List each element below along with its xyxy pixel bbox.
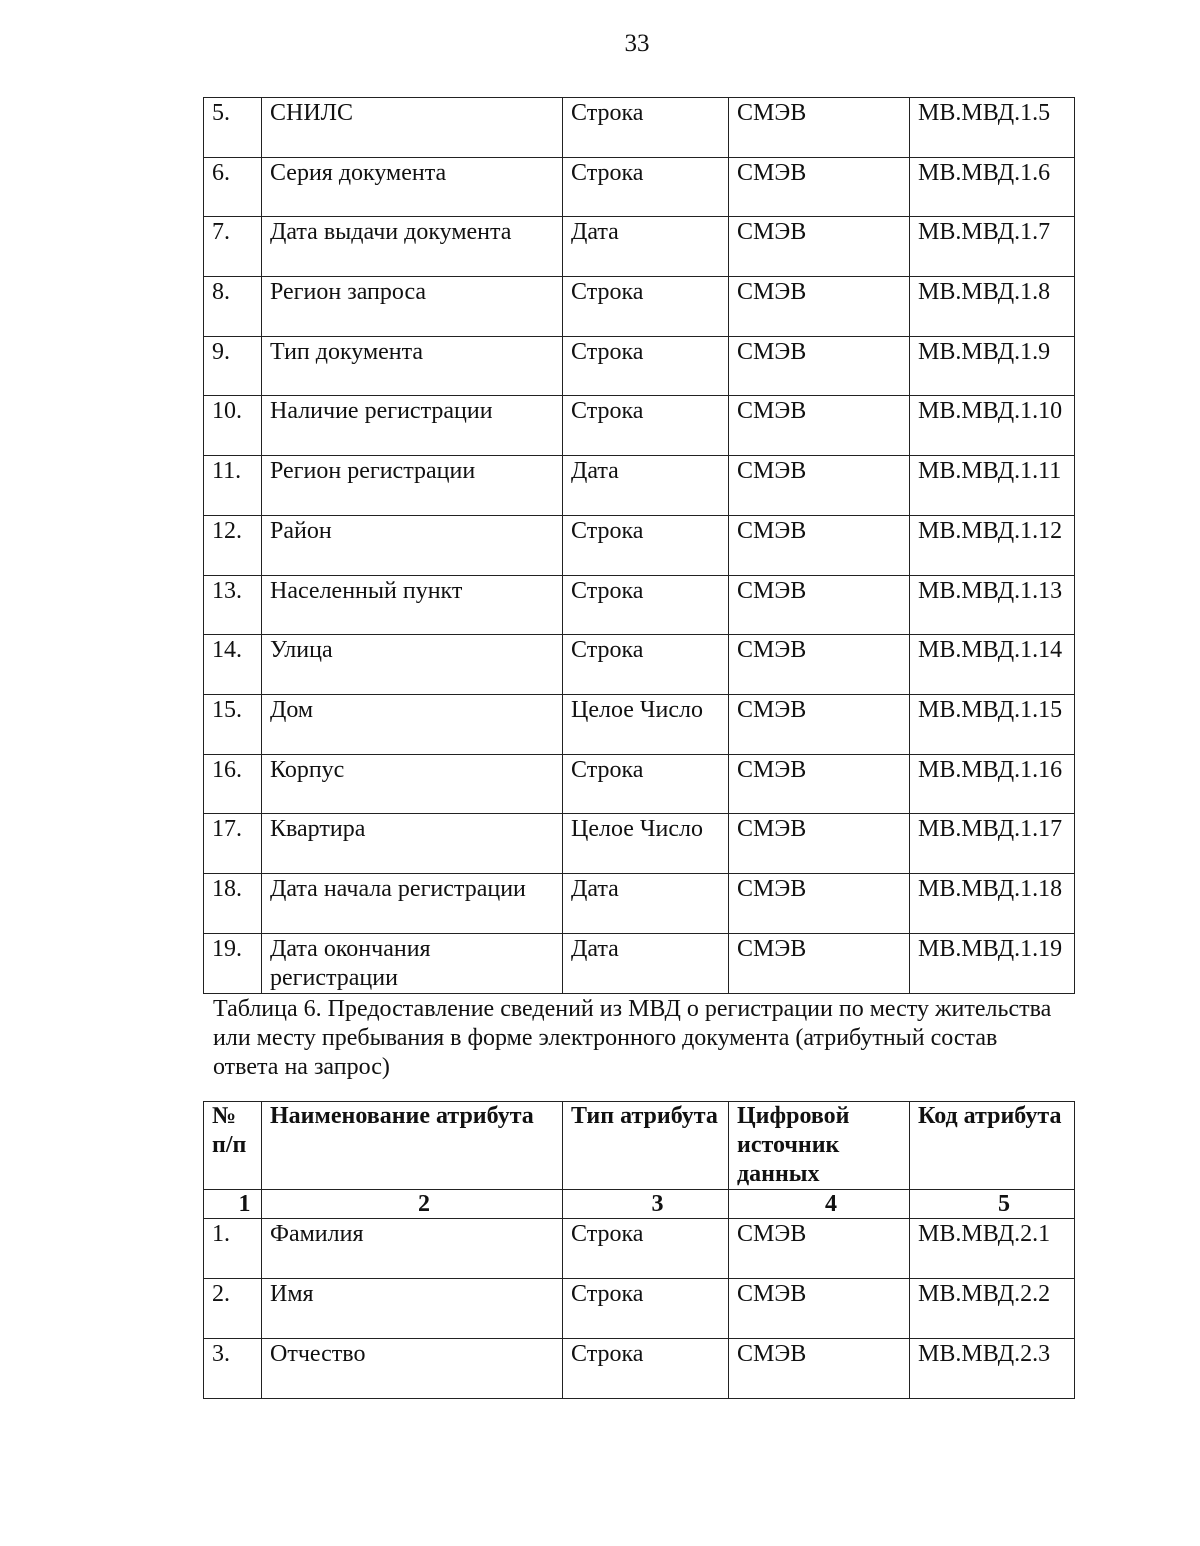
cell-source: СМЭВ bbox=[729, 217, 910, 277]
cell-source: СМЭВ bbox=[729, 336, 910, 396]
table-row bbox=[204, 157, 1075, 217]
cell-source: СМЭВ bbox=[729, 933, 910, 993]
header-type: Тип атрибута bbox=[563, 1102, 729, 1190]
cell-source: СМЭВ bbox=[729, 1339, 910, 1399]
cell-code: МВ.МВД.1.8 bbox=[910, 277, 1075, 337]
cell-type: Строка bbox=[563, 157, 729, 217]
cell-code: МВ.МВД.1.17 bbox=[910, 814, 1075, 874]
cell-source: СМЭВ bbox=[729, 754, 910, 814]
cell-type: Строка bbox=[563, 575, 729, 635]
cell-source: СМЭВ bbox=[729, 814, 910, 874]
table-row bbox=[204, 1279, 1075, 1339]
table-row bbox=[204, 1339, 1075, 1399]
cell-source: СМЭВ bbox=[729, 873, 910, 933]
cell-type: Строка bbox=[563, 98, 729, 158]
cell-source: СМЭВ bbox=[729, 694, 910, 754]
cell-type: Дата bbox=[563, 873, 729, 933]
cell-num: 9. bbox=[204, 336, 262, 396]
column-index: 3 bbox=[563, 1190, 729, 1219]
header-num: № п/п bbox=[204, 1102, 262, 1190]
cell-name: Квартира bbox=[262, 814, 563, 874]
cell-code: МВ.МВД.2.3 bbox=[910, 1339, 1075, 1399]
table-row bbox=[204, 456, 1075, 516]
cell-source: СМЭВ bbox=[729, 515, 910, 575]
column-index: 2 bbox=[262, 1190, 563, 1219]
cell-type: Строка bbox=[563, 515, 729, 575]
cell-source: СМЭВ bbox=[729, 1219, 910, 1279]
table-row bbox=[204, 754, 1075, 814]
table-row bbox=[204, 396, 1075, 456]
attributes-table-6 bbox=[203, 1101, 1075, 1399]
cell-code: МВ.МВД.2.1 bbox=[910, 1219, 1075, 1279]
cell-code: МВ.МВД.1.9 bbox=[910, 336, 1075, 396]
cell-name: Дата окончания регистрации bbox=[262, 933, 563, 993]
table-body bbox=[204, 98, 1075, 994]
cell-type: Целое Число bbox=[563, 814, 729, 874]
cell-name: СНИЛС bbox=[262, 98, 563, 158]
cell-name: Населенный пункт bbox=[262, 575, 563, 635]
attributes-table-continued bbox=[203, 97, 1075, 994]
cell-name: Серия документа bbox=[262, 157, 563, 217]
cell-num: 12. bbox=[204, 515, 262, 575]
cell-code: МВ.МВД.1.11 bbox=[910, 456, 1075, 516]
page-number: 33 bbox=[624, 30, 650, 57]
cell-num: 3. bbox=[204, 1339, 262, 1399]
cell-code: МВ.МВД.1.12 bbox=[910, 515, 1075, 575]
column-index-row bbox=[204, 1190, 1075, 1219]
cell-type: Дата bbox=[563, 217, 729, 277]
cell-source: СМЭВ bbox=[729, 157, 910, 217]
cell-num: 6. bbox=[204, 157, 262, 217]
cell-num: 2. bbox=[204, 1279, 262, 1339]
header-source: Цифровой источник данных bbox=[729, 1102, 910, 1190]
cell-type: Строка bbox=[563, 396, 729, 456]
cell-code: МВ.МВД.1.19 bbox=[910, 933, 1075, 993]
header-name: Наименование атрибута bbox=[262, 1102, 563, 1190]
cell-name: Улица bbox=[262, 635, 563, 695]
table-row bbox=[204, 933, 1075, 993]
cell-code: МВ.МВД.1.14 bbox=[910, 635, 1075, 695]
cell-name: Отчество bbox=[262, 1339, 563, 1399]
table-header bbox=[204, 1102, 1075, 1219]
cell-code: МВ.МВД.1.10 bbox=[910, 396, 1075, 456]
cell-num: 5. bbox=[204, 98, 262, 158]
table-body bbox=[204, 1219, 1075, 1399]
table-row bbox=[204, 277, 1075, 337]
cell-name: Наличие регистрации bbox=[262, 396, 563, 456]
cell-num: 7. bbox=[204, 217, 262, 277]
cell-name: Имя bbox=[262, 1279, 563, 1339]
cell-type: Строка bbox=[563, 1219, 729, 1279]
cell-source: СМЭВ bbox=[729, 575, 910, 635]
table-row bbox=[204, 515, 1075, 575]
cell-name: Фамилия bbox=[262, 1219, 563, 1279]
cell-num: 11. bbox=[204, 456, 262, 516]
cell-type: Строка bbox=[563, 754, 729, 814]
column-index: 4 bbox=[729, 1190, 910, 1219]
column-index: 5 bbox=[910, 1190, 1075, 1219]
table-caption: Таблица 6. Предоставление сведений из МВД о регистрации по месту жительства или месту пребывания в форме электронного документа (атрибутный состав ответа на запрос) bbox=[213, 996, 1052, 1080]
cell-name: Тип документа bbox=[262, 336, 563, 396]
cell-num: 15. bbox=[204, 694, 262, 754]
cell-code: МВ.МВД.1.13 bbox=[910, 575, 1075, 635]
header-code: Код атрибута bbox=[910, 1102, 1075, 1190]
cell-num: 17. bbox=[204, 814, 262, 874]
cell-num: 10. bbox=[204, 396, 262, 456]
cell-name: Дата выдачи документа bbox=[262, 217, 563, 277]
cell-type: Строка bbox=[563, 635, 729, 695]
cell-name: Район bbox=[262, 515, 563, 575]
cell-num: 16. bbox=[204, 754, 262, 814]
table-row bbox=[204, 694, 1075, 754]
table-row bbox=[204, 873, 1075, 933]
table-row bbox=[204, 336, 1075, 396]
table-row bbox=[204, 98, 1075, 158]
cell-code: МВ.МВД.2.2 bbox=[910, 1279, 1075, 1339]
cell-source: СМЭВ bbox=[729, 1279, 910, 1339]
cell-num: 18. bbox=[204, 873, 262, 933]
column-index: 1 bbox=[204, 1190, 262, 1219]
cell-code: МВ.МВД.1.16 bbox=[910, 754, 1075, 814]
cell-code: МВ.МВД.1.5 bbox=[910, 98, 1075, 158]
cell-source: СМЭВ bbox=[729, 98, 910, 158]
cell-source: СМЭВ bbox=[729, 456, 910, 516]
cell-num: 1. bbox=[204, 1219, 262, 1279]
table-row bbox=[204, 575, 1075, 635]
cell-source: СМЭВ bbox=[729, 635, 910, 695]
cell-type: Строка bbox=[563, 1339, 729, 1399]
cell-num: 13. bbox=[204, 575, 262, 635]
cell-name: Дата начала регистрации bbox=[262, 873, 563, 933]
cell-type: Дата bbox=[563, 933, 729, 993]
table-row bbox=[204, 635, 1075, 695]
cell-type: Дата bbox=[563, 456, 729, 516]
cell-type: Строка bbox=[563, 336, 729, 396]
cell-type: Строка bbox=[563, 1279, 729, 1339]
cell-code: МВ.МВД.1.7 bbox=[910, 217, 1075, 277]
table-row bbox=[204, 814, 1075, 874]
cell-num: 14. bbox=[204, 635, 262, 695]
cell-name: Корпус bbox=[262, 754, 563, 814]
cell-name: Регион регистрации bbox=[262, 456, 563, 516]
cell-type: Целое Число bbox=[563, 694, 729, 754]
header-row bbox=[204, 1102, 1075, 1190]
cell-num: 19. bbox=[204, 933, 262, 993]
cell-type: Строка bbox=[563, 277, 729, 337]
cell-code: МВ.МВД.1.6 bbox=[910, 157, 1075, 217]
cell-code: МВ.МВД.1.18 bbox=[910, 873, 1075, 933]
table-row bbox=[204, 217, 1075, 277]
table-row bbox=[204, 1219, 1075, 1279]
cell-source: СМЭВ bbox=[729, 277, 910, 337]
cell-name: Дом bbox=[262, 694, 563, 754]
cell-code: МВ.МВД.1.15 bbox=[910, 694, 1075, 754]
cell-num: 8. bbox=[204, 277, 262, 337]
cell-name: Регион запроса bbox=[262, 277, 563, 337]
cell-source: СМЭВ bbox=[729, 396, 910, 456]
